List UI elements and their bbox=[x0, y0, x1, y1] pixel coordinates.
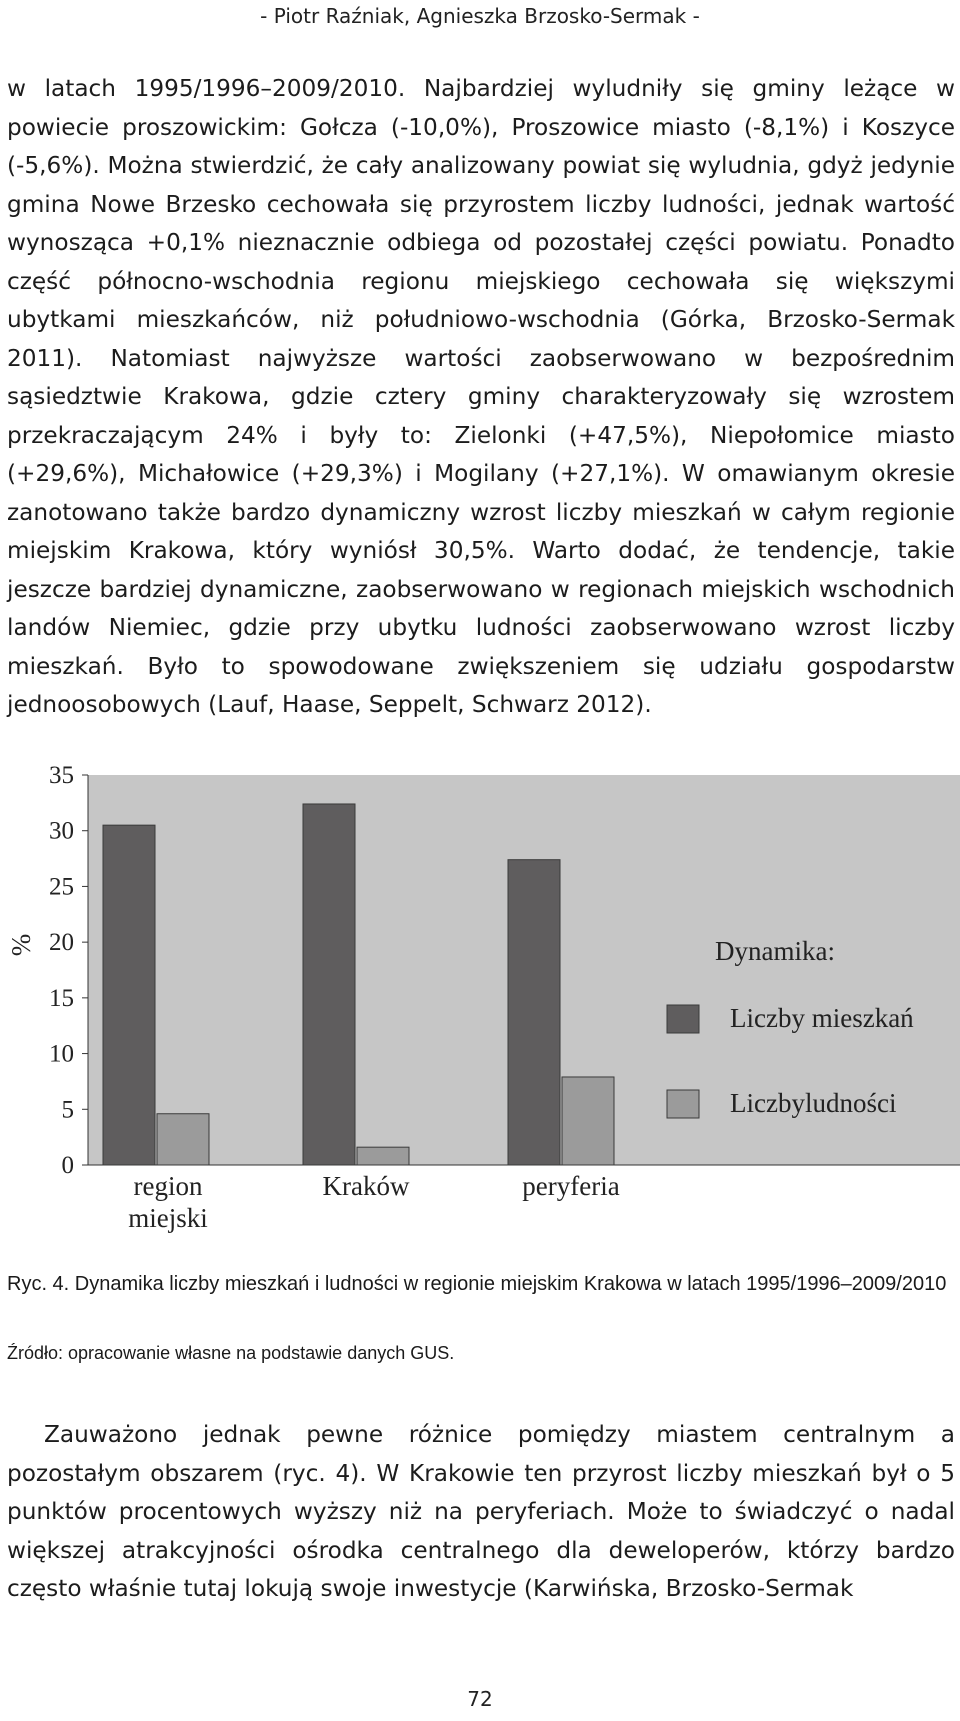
y-tick-label: 30 bbox=[49, 817, 74, 845]
figure-caption: Ryc. 4. Dynamika liczby mieszkań i ludności w regionie miejskim Krakowa w latach 1995/1996–2009/2010 bbox=[7, 1273, 947, 1295]
bar bbox=[357, 1147, 409, 1165]
y-tick-label: 5 bbox=[61, 1096, 74, 1124]
figure-chart bbox=[0, 760, 960, 1260]
body-paragraph-2 bbox=[7, 1416, 955, 1609]
page-number: 72 bbox=[467, 1687, 493, 1711]
running-header: - Piotr Raźniak, Agnieszka Brzosko-Sermak - bbox=[260, 4, 700, 28]
y-axis-label: % bbox=[6, 933, 36, 957]
legend-title: Dynamika: bbox=[715, 936, 835, 966]
y-tick-label: 20 bbox=[49, 929, 74, 957]
legend-swatch bbox=[667, 1090, 699, 1118]
y-tick-label: 15 bbox=[49, 984, 74, 1012]
body-paragraph-1 bbox=[7, 70, 955, 725]
y-tick-label: 0 bbox=[61, 1152, 74, 1179]
bar bbox=[508, 860, 560, 1165]
x-tick-label: peryferia bbox=[522, 1171, 620, 1201]
figure-source: Źródło: opracowanie własne na podstawie danych GUS. bbox=[7, 1343, 455, 1363]
paragraph-text: w latach 1995/1996–2009/2010. Najbardziej wyludniły się gminy leżące w powiecie proszowickim: Gołcza (-10,0%), Proszowice miasto (-8,1%) i Koszyce (-5,6%). Można stwierdzić, że cały analizowany powiat się wyludnia, gdyż jedynie gmina Nowe Brzesko cechowała się przyrostem liczby ludności, jednak wartość wynosząca +0,1% nieznacznie odbiega od pozostałej części powiatu. Ponadto część północno-wschodnia regionu miejskiego cechowała się większymi ubytkami mieszkańców, niż południowo-wschodnia (Górka, Brzosko-Sermak 2011). Natomiast najwyższe wartości zaobserwowano w bezpośrednim sąsiedztwie Krakowa, gdzie cztery gminy charakteryzowały się wzrostem przekraczającym 24% i były to: Zielonki (+47,5%), Niepołomice miasto (+29,6%), Michałowice (+29,3%) i Mogilany (+27,1%). W omawianym okresie zanotowano także bardzo dynamiczny wzrost liczby mieszkań w całym regionie miejskim Krakowa, który wyniósł 30,5%. Warto dodać, że tendencje, takie jeszcze bardziej dynamiczne, zaobserwowano w regionach miejskich wschodnich landów Niemiec, gdzie przy ubytku ludności zaobserwowano wzrost liczby mieszkań. Było to spowodowane zwiększeniem się udziału gospodarstw jednoosobowych (Lauf, Haase, Seppelt, Schwarz 2012). bbox=[7, 75, 955, 718]
bar-chart bbox=[0, 760, 960, 1260]
y-tick-label: 25 bbox=[49, 873, 74, 901]
bar bbox=[157, 1114, 209, 1165]
x-tick-label: Kraków bbox=[322, 1171, 410, 1201]
bar bbox=[562, 1077, 614, 1165]
x-tick-label: region bbox=[133, 1171, 203, 1201]
legend-label: Liczbyludności bbox=[730, 1088, 897, 1118]
legend-label: Liczby mieszkań bbox=[730, 1003, 914, 1033]
bar bbox=[103, 825, 155, 1165]
y-tick-label: 35 bbox=[49, 762, 74, 789]
bar bbox=[303, 804, 355, 1165]
y-tick-label: 10 bbox=[49, 1040, 74, 1068]
x-tick-label: miejski bbox=[128, 1203, 208, 1233]
paragraph-text: Zauważono jednak pewne różnice pomiędzy miastem centralnym a pozostałym obszarem (ryc. 4). W Krakowie ten przyrost liczby mieszkań był o 5 punktów procentowych wyższy niż na peryferiach. Może to świadczyć o nadal większej atrakcyjności ośrodka centralnego dla deweloperów, którzy bardzo często właśnie tutaj lokują swoje inwestycje (Karwińska, Brzosko-Sermak bbox=[7, 1421, 955, 1602]
legend-swatch bbox=[667, 1005, 699, 1033]
